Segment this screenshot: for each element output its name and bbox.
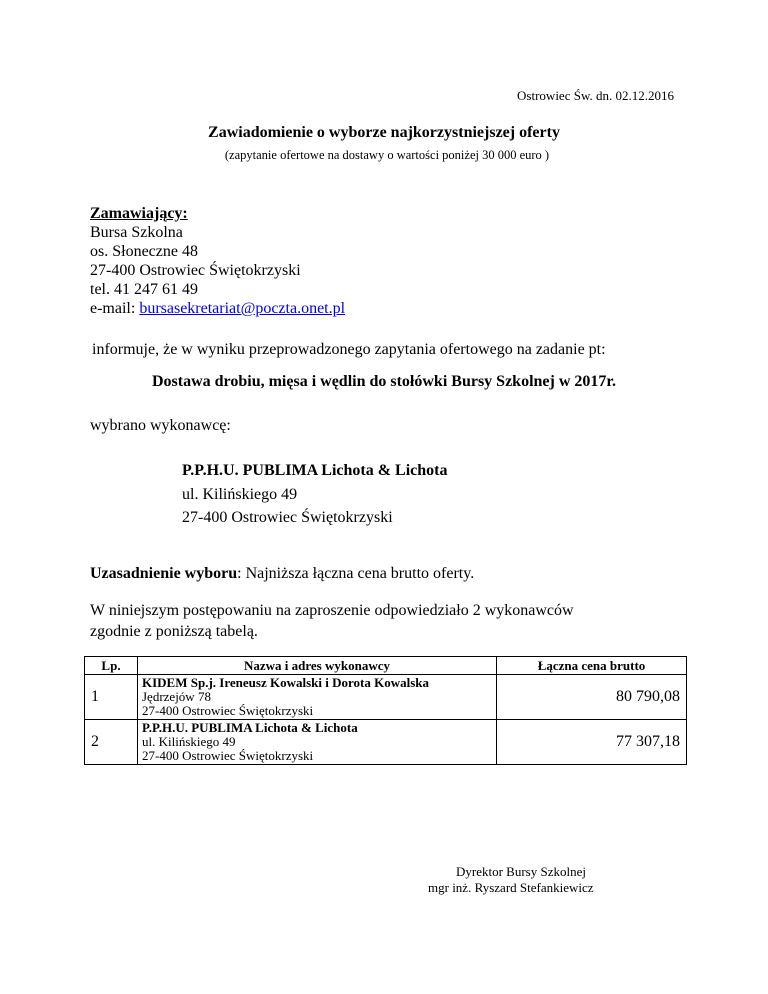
contractor-address-street: Jędrzejów 78 xyxy=(142,689,211,704)
contracting-party-phone: tel. 41 247 61 49 xyxy=(90,281,198,298)
row-contractor xyxy=(138,720,497,765)
document-date: Ostrowiec Św. dn. 02.12.2016 xyxy=(517,88,674,103)
document-subtitle: (zapytanie ofertowe na dostawy o wartości poniżej 30 000 euro ) xyxy=(224,148,550,162)
row-contractor xyxy=(138,675,497,720)
winner-name: P.P.H.U. PUBLIMA Lichota & Lichota xyxy=(182,462,448,479)
contracting-party-address-city: 27-400 Ostrowiec Świętokrzyski xyxy=(90,262,301,279)
contracting-party-email-line xyxy=(90,299,345,318)
contractor-address-city: 27-400 Ostrowiec Świętokrzyski xyxy=(142,703,314,718)
signature-title: Dyrektor Bursy Szkolnej xyxy=(456,864,586,879)
contracting-party-label: Zamawiający: xyxy=(90,205,188,222)
justification-line xyxy=(90,564,474,583)
task-title: Dostawa drobiu, mięsa i wędlin do stołówki Bursy Szkolnej w 2017r. xyxy=(151,373,617,390)
header-name: Nazwa i adres wykonawcy xyxy=(138,657,497,675)
document-title: Zawiadomienie o wyborze najkorzystniejszej oferty xyxy=(208,124,560,141)
offers-table xyxy=(84,656,687,765)
winner-address-street: ul. Kilińskiego 49 xyxy=(182,486,298,503)
table-header-row xyxy=(85,657,687,675)
row-price: 77 307,18 xyxy=(497,720,687,765)
header-price: Łączna cena brutto xyxy=(497,657,687,675)
table-row xyxy=(85,675,687,720)
winner-address-city: 27-400 Ostrowiec Świętokrzyski xyxy=(182,509,393,526)
contractor-address-street: ul. Kilińskiego 49 xyxy=(142,734,236,749)
justification-label: Uzasadnienie wyboru xyxy=(90,565,238,582)
row-price: 80 790,08 xyxy=(497,675,687,720)
contractor-name: KIDEM Sp.j. Ireneusz Kowalski i Dorota Kowalska xyxy=(142,675,429,690)
contracting-party-address-street: os. Słoneczne 48 xyxy=(90,243,198,260)
statement-line-2: zgodnie z poniższą tabelą. xyxy=(90,623,258,640)
signature-name: mgr inż. Ryszard Stefankiewicz xyxy=(428,880,594,895)
row-lp: 2 xyxy=(85,720,138,765)
chosen-contractor-label: wybrano wykonawcę: xyxy=(90,417,231,434)
table-row xyxy=(85,720,687,765)
contractor-name: P.P.H.U. PUBLIMA Lichota & Lichota xyxy=(142,720,358,735)
statement-line-1: W niniejszym postępowaniu na zaproszenie odpowiedziało 2 wykonawców xyxy=(90,602,574,619)
contractor-address-city: 27-400 Ostrowiec Świętokrzyski xyxy=(142,748,314,763)
contracting-party-name: Bursa Szkolna xyxy=(90,224,183,241)
header-lp: Lp. xyxy=(85,657,138,675)
justification-text: : Najniższa łączna cena brutto oferty. xyxy=(237,565,475,582)
row-lp: 1 xyxy=(85,675,138,720)
info-paragraph: informuje, że w wyniku przeprowadzonego zapytania ofertowego na zadanie pt: xyxy=(92,341,606,358)
email-link[interactable]: bursasekretariat@poczta.onet.pl xyxy=(139,300,346,317)
email-prefix: e-mail: xyxy=(90,300,140,317)
